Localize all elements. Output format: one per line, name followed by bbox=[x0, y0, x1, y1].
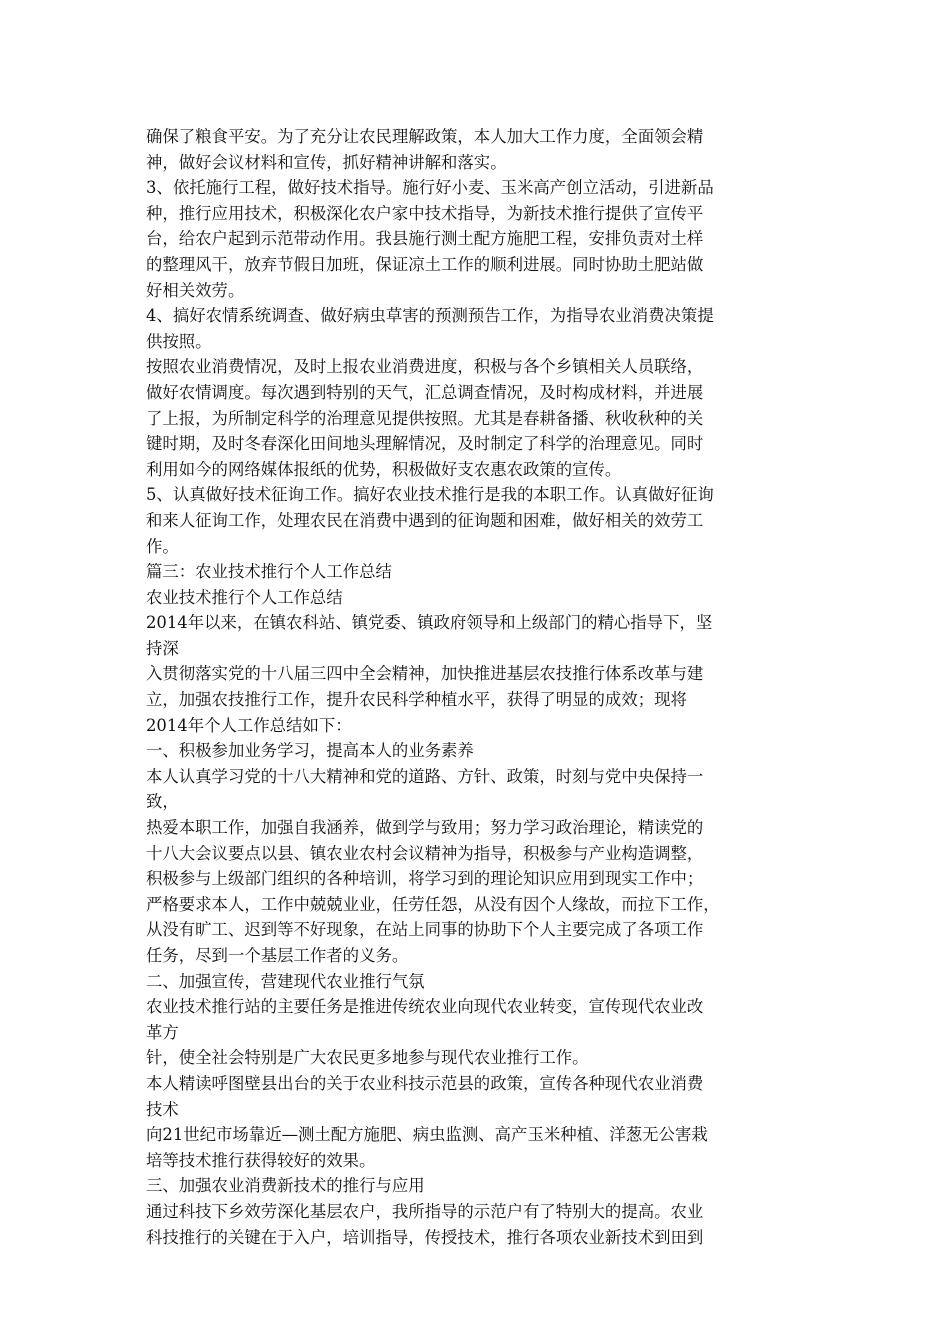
text-line: 种，推行应用技术，积极深化农户家中技术指导，为新技术推行提供了宣传平 bbox=[146, 203, 704, 223]
text-line: 台，给农户起到示范带动作用。我县施行测土配方施肥工程，安排负责对土样 bbox=[146, 229, 704, 249]
text-line: 做好农情调度。每次遇到特别的天气，汇总调查情况，及时构成材料，并进展 bbox=[146, 382, 704, 402]
text-line: 利用如今的网络媒体报纸的优势，积极做好支农惠农政策的宣传。 bbox=[146, 459, 622, 479]
text-line: 5、认真做好技术征询工作。搞好农业技术推行是我的本职工作。认真做好征询 bbox=[146, 485, 714, 505]
text-line: 神，做好会议材料和宣传，抓好精神讲解和落实。 bbox=[146, 152, 507, 172]
text-line: 立，加强农技推行工作，提升农民科学种植水平，获得了明显的成效；现将 bbox=[146, 690, 687, 710]
text-line: 农业技术推行站的主要任务是推进传统农业向现代农业转变，宣传现代农业改 bbox=[146, 997, 704, 1017]
text-line: 积极参与上级部门组织的各种培训，将学习到的理论知识应用到现实工作中； bbox=[146, 869, 704, 889]
text-line: 本人认真学习党的十八大精神和党的道路、方针、政策，时刻与党中央保持一 bbox=[146, 766, 704, 786]
text-line: 向21世纪市场靠近—测土配方施肥、病虫监测、高产玉米种植、洋葱无公害栽 bbox=[146, 1125, 708, 1145]
text-line: 键时期，及时冬春深化田间地头理解情况，及时制定了科学的治理意见。同时 bbox=[146, 434, 704, 454]
text-line: 作。 bbox=[146, 536, 179, 556]
text-line: 供按照。 bbox=[146, 331, 212, 351]
text-line: 革方 bbox=[146, 1022, 179, 1042]
text-line: 3、依托施行工程，做好技术指导。施行好小麦、玉米高产创立活动，引进新品 bbox=[146, 178, 714, 198]
text-line: 2014年以来，在镇农科站、镇党委、镇政府领导和上级部门的精心指导下，坚 bbox=[146, 613, 713, 633]
text-line: 确保了粮食平安。为了充分让农民理解政策，本人加大工作力度，全面领会精 bbox=[146, 127, 704, 146]
document-body bbox=[146, 124, 811, 1250]
text-line: 好相关效劳。 bbox=[146, 280, 245, 300]
section-heading: 一、积极参加业务学习，提高本人的业务素养 bbox=[146, 741, 474, 761]
text-line: 致， bbox=[146, 792, 179, 812]
text-line: 严格要求本人，工作中兢兢业业，任劳任怨，从没有因个人缘故，而拉下工作， bbox=[146, 894, 720, 914]
text-line: 和来人征询工作，处理农民在消费中遇到的征询题和困难，做好相关的效劳工 bbox=[146, 510, 704, 530]
text-line: 4、搞好农情系统调查、做好病虫草害的预测预告工作，为指导农业消费决策提 bbox=[146, 306, 714, 326]
section-heading: 篇三：农业技术推行个人工作总结 bbox=[146, 562, 392, 582]
text-line: 了上报，为所制定科学的治理意见提供按照。尤其是春耕备播、秋收秋种的关 bbox=[146, 408, 704, 428]
text-line: 热爱本职工作，加强自我涵养，做到学与致用；努力学习政治理论，精读党的 bbox=[146, 818, 704, 838]
text-line: 十八大会议要点以县、镇农业农村会议精神为指导，积极参与产业构造调整， bbox=[146, 843, 704, 863]
section-heading: 三、加强农业消费新技术的推行与应用 bbox=[146, 1176, 425, 1196]
text-line: 通过科技下乡效劳深化基层农户，我所指导的示范户有了特别大的提高。农业 bbox=[146, 1201, 704, 1221]
text-line: 2014年个人工作总结如下： bbox=[146, 715, 352, 735]
section-heading: 二、加强宣传，营建现代农业推行气氛 bbox=[146, 971, 425, 991]
document-title: 农业技术推行个人工作总结 bbox=[146, 587, 343, 607]
text-line: 科技推行的关键在于入户，培训指导，传授技术，推行各项农业新技术到田到 bbox=[146, 1227, 704, 1247]
text-line: 针，使全社会特别是广大农民更多地参与现代农业推行工作。 bbox=[146, 1048, 589, 1068]
text-line: 培等技术推行获得较好的效果。 bbox=[146, 1150, 376, 1170]
text-line: 本人精读呼图壁县出台的关于农业科技示范县的政策，宣传各种现代农业消费 bbox=[146, 1073, 704, 1093]
text-line: 从没有旷工、迟到等不好现象，在站上同事的协助下个人主要完成了各项工作 bbox=[146, 920, 704, 940]
text-line: 入贯彻落实党的十八届三四中全会精神，加快推进基层农技推行体系改革与建 bbox=[146, 664, 704, 684]
text-line: 按照农业消费情况，及时上报农业消费进度，积极与各个乡镇相关人员联络， bbox=[146, 357, 704, 377]
text-line: 任务，尽到一个基层工作者的义务。 bbox=[146, 946, 409, 965]
text-line: 的整理风干，放弃节假日加班，保证凉土工作的顺利进展。同时协助土肥站做 bbox=[146, 254, 704, 274]
text-line: 技术 bbox=[146, 1099, 179, 1119]
text-line: 持深 bbox=[146, 638, 179, 658]
